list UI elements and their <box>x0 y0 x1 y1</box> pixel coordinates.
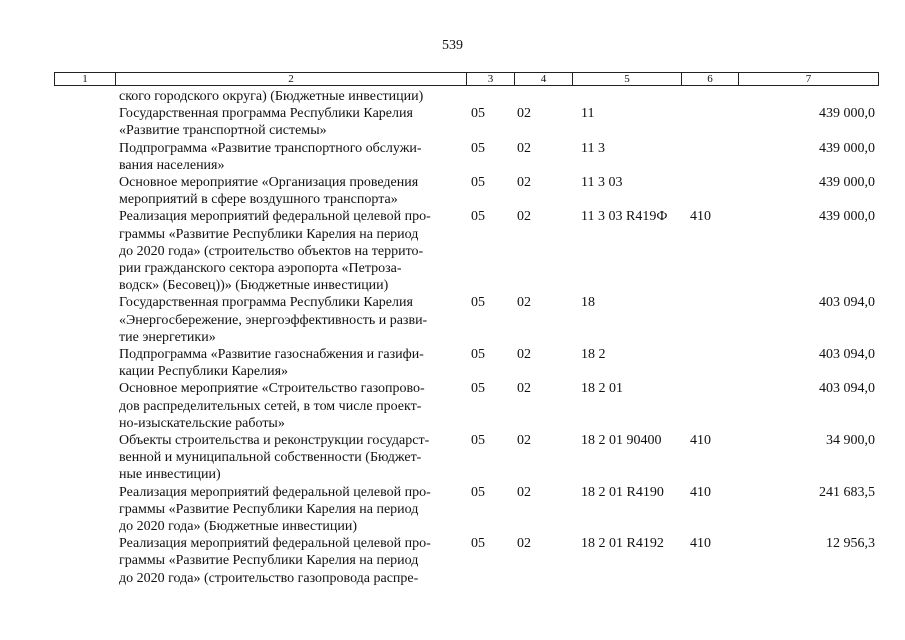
row-description-line: Государственная программа Республики Карелия <box>119 295 413 311</box>
row-target-article-code: 11 3 03 <box>581 175 623 191</box>
column-header-2: 2 <box>116 73 467 86</box>
table-row <box>0 294 905 346</box>
row-description-line: Объекты строительства и реконструкции государст- <box>119 433 430 449</box>
row-amount: 403 094,0 <box>819 381 875 397</box>
row-description-line: мероприятий в сфере воздушного транспорта» <box>119 192 398 208</box>
row-target-article-code: 18 2 01 R4190 <box>581 484 664 500</box>
row-amount: 12 956,3 <box>826 536 875 552</box>
column-header-6: 6 <box>682 73 739 86</box>
row-description-line: но-изыскательские работы» <box>119 415 285 431</box>
row-subsection-code: 02 <box>517 536 531 552</box>
row-description <box>119 174 461 208</box>
row-description <box>119 208 461 294</box>
row-expense-type-code: 410 <box>690 536 711 552</box>
row-expense-type-code: 410 <box>690 484 711 500</box>
table-row <box>0 88 905 105</box>
row-description-line: Реализация мероприятий федеральной целевой про- <box>119 484 431 500</box>
row-amount: 241 683,5 <box>819 484 875 500</box>
row-amount: 403 094,0 <box>819 295 875 311</box>
row-section-code: 05 <box>471 106 485 122</box>
table-row <box>0 346 905 380</box>
row-description-line: тие энергетики» <box>119 329 216 345</box>
table-row <box>0 174 905 208</box>
row-section-code: 05 <box>471 484 485 500</box>
table-row <box>0 432 905 484</box>
row-description-line: ные инвестиции) <box>119 467 221 483</box>
table-body <box>0 88 905 587</box>
row-description-line: вания населения» <box>119 157 225 173</box>
row-description-line: «Энергосбережение, энергоэффективность и разви- <box>119 312 428 328</box>
row-description-line: Реализация мероприятий федеральной целевой про- <box>119 209 431 225</box>
row-target-article-code: 18 2 <box>581 347 606 363</box>
row-amount: 403 094,0 <box>819 347 875 363</box>
row-description <box>119 88 461 105</box>
row-description <box>119 140 461 174</box>
column-header-1: 1 <box>55 73 116 86</box>
row-description <box>119 294 461 346</box>
row-description-line: граммы «Развитие Республики Карелия на период <box>119 553 419 569</box>
row-description <box>119 484 461 536</box>
row-description-line: Основное мероприятие «Организация проведения <box>119 175 419 191</box>
row-amount: 439 000,0 <box>819 209 875 225</box>
row-subsection-code: 02 <box>517 209 531 225</box>
row-description-line: кации Республики Карелия» <box>119 364 289 380</box>
table-row <box>0 208 905 294</box>
row-description <box>119 432 461 484</box>
row-section-code: 05 <box>471 175 485 191</box>
table-row <box>0 105 905 139</box>
row-description-line: Подпрограмма «Развитие транспортного обслужи- <box>119 140 422 156</box>
row-description <box>119 346 461 380</box>
row-target-article-code: 18 2 01 R4192 <box>581 536 664 552</box>
row-section-code: 05 <box>471 209 485 225</box>
row-section-code: 05 <box>471 381 485 397</box>
row-subsection-code: 02 <box>517 106 531 122</box>
row-description-line: Государственная программа Республики Карелия <box>119 106 413 122</box>
row-subsection-code: 02 <box>517 433 531 449</box>
table-row <box>0 380 905 432</box>
row-section-code: 05 <box>471 433 485 449</box>
row-section-code: 05 <box>471 140 485 156</box>
row-target-article-code: 11 3 <box>581 140 605 156</box>
row-subsection-code: 02 <box>517 295 531 311</box>
row-expense-type-code: 410 <box>690 433 711 449</box>
row-target-article-code: 18 2 01 <box>581 381 623 397</box>
table-row <box>0 140 905 174</box>
row-target-article-code: 11 3 03 R419Ф <box>581 209 668 225</box>
row-description-line: граммы «Развитие Республики Карелия на период <box>119 226 419 242</box>
column-header-7: 7 <box>739 73 879 86</box>
row-description <box>119 535 461 587</box>
row-description <box>119 380 461 432</box>
row-target-article-code: 11 <box>581 106 595 122</box>
row-subsection-code: 02 <box>517 484 531 500</box>
row-description-line: до 2020 года» (Бюджетные инвестиции) <box>119 519 357 535</box>
column-header-5: 5 <box>573 73 682 86</box>
row-amount: 439 000,0 <box>819 106 875 122</box>
row-section-code: 05 <box>471 347 485 363</box>
row-target-article-code: 18 <box>581 295 595 311</box>
row-description-line: ского городского округа) (Бюджетные инвестиции) <box>119 89 424 104</box>
row-description-line: водск» (Бесовец))» (Бюджетные инвестиции) <box>119 278 389 294</box>
row-subsection-code: 02 <box>517 347 531 363</box>
row-target-article-code: 18 2 01 90400 <box>581 433 662 449</box>
table-row <box>0 484 905 536</box>
row-amount: 439 000,0 <box>819 140 875 156</box>
row-description-line: до 2020 года» (строительство объектов на террито- <box>119 243 424 259</box>
row-section-code: 05 <box>471 295 485 311</box>
table-row <box>0 535 905 587</box>
row-description-line: дов распределительных сетей, в том числе проект- <box>119 398 422 414</box>
row-amount: 439 000,0 <box>819 175 875 191</box>
row-subsection-code: 02 <box>517 175 531 191</box>
row-amount: 34 900,0 <box>826 433 875 449</box>
row-description-line: «Развитие транспортной системы» <box>119 123 327 139</box>
column-header-row <box>54 72 879 86</box>
page-number: 539 <box>442 38 463 53</box>
row-description-line: Реализация мероприятий федеральной целевой про- <box>119 536 431 552</box>
row-description-line: Подпрограмма «Развитие газоснабжения и газифи- <box>119 347 424 363</box>
row-section-code: 05 <box>471 536 485 552</box>
row-description <box>119 105 461 139</box>
row-description-line: до 2020 года» (строительство газопровода распре- <box>119 570 419 586</box>
row-description-line: рии гражданского сектора аэропорта «Петроза- <box>119 261 402 277</box>
row-description-line: венной и муниципальной собственности (Бюджет- <box>119 450 422 466</box>
row-description-line: граммы «Развитие Республики Карелия на период <box>119 501 419 517</box>
row-description-line: Основное мероприятие «Строительство газопрово- <box>119 381 425 397</box>
row-subsection-code: 02 <box>517 381 531 397</box>
row-expense-type-code: 410 <box>690 209 711 225</box>
column-header-3: 3 <box>467 73 515 86</box>
row-subsection-code: 02 <box>517 140 531 156</box>
column-header-4: 4 <box>515 73 573 86</box>
